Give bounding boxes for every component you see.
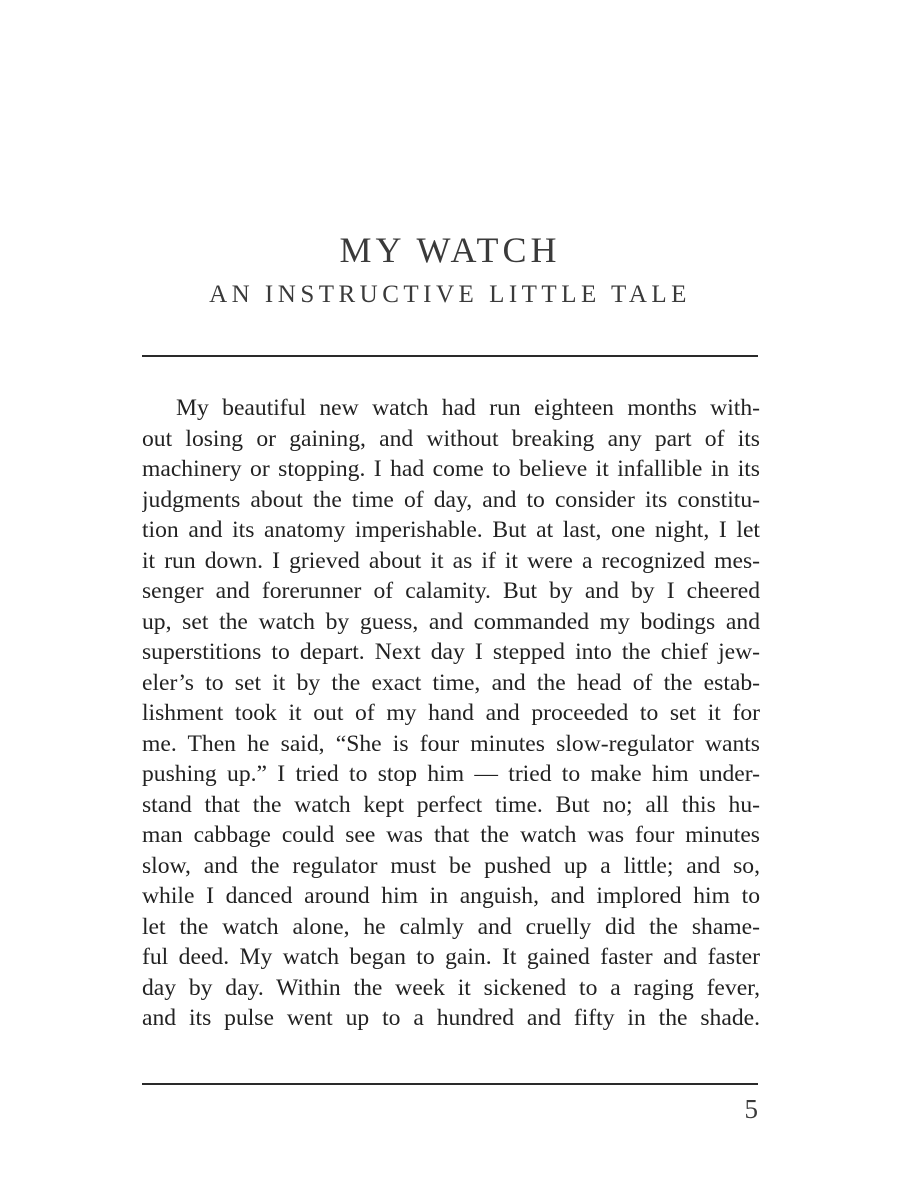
text-line: senger and forerunner of calamity. But by and by I cheered: [142, 578, 760, 604]
text-line: let the watch alone, he calmly and cruelly did the shame-: [142, 913, 760, 940]
text-line: it run down. I grieved about it as if it were a recognized mes-: [142, 547, 760, 574]
text-line: and its pulse went up to a hundred and fifty in the shade.: [142, 1005, 760, 1031]
text-line: My beautiful new watch had run eighteen months with-: [176, 395, 760, 421]
text-line: tion and its anatomy imperishable. But at last, one night, I let: [142, 517, 760, 543]
bottom-rule: [142, 1083, 758, 1085]
text-line: pushing up.” I tried to stop him — tried to make him under-: [142, 761, 760, 787]
page-number: 5: [744, 1094, 758, 1124]
text-line: ful deed. My watch began to gain. It gained faster and faster: [142, 944, 760, 970]
chapter-title: MY WATCH: [339, 230, 561, 270]
text-line: lishment took it out of my hand and proceeded to set it for: [142, 700, 760, 726]
text-line: machinery or stopping. I had come to believe it infallible in its: [142, 456, 760, 482]
body-paragraph: [142, 393, 760, 1034]
text-line: out losing or gaining, and without breaking any part of its: [142, 425, 760, 452]
text-line: judgments about the time of day, and to consider its constitu-: [142, 486, 760, 513]
text-line: man cabbage could see was that the watch was four minutes: [142, 822, 760, 848]
text-line: day by day. Within the week it sickened to a raging fever,: [142, 974, 760, 1001]
chapter-subtitle: AN INSTRUCTIVE LITTLE TALE: [209, 281, 691, 308]
top-rule: [142, 355, 758, 357]
text-line: up, set the watch by guess, and commanded my bodings and: [142, 608, 760, 635]
text-line: while I danced around him in anguish, and implored him to: [142, 883, 760, 909]
text-line: slow, and the regulator must be pushed up a little; and so,: [142, 852, 760, 879]
text-line: me. Then he said, “She is four minutes slow-regulator wants: [142, 730, 760, 757]
text-line: stand that the watch kept perfect time. But no; all this hu-: [142, 791, 760, 818]
text-line: eler’s to set it by the exact time, and the head of the estab-: [142, 669, 760, 696]
text-line: superstitions to depart. Next day I stepped into the chief jew-: [142, 639, 760, 665]
